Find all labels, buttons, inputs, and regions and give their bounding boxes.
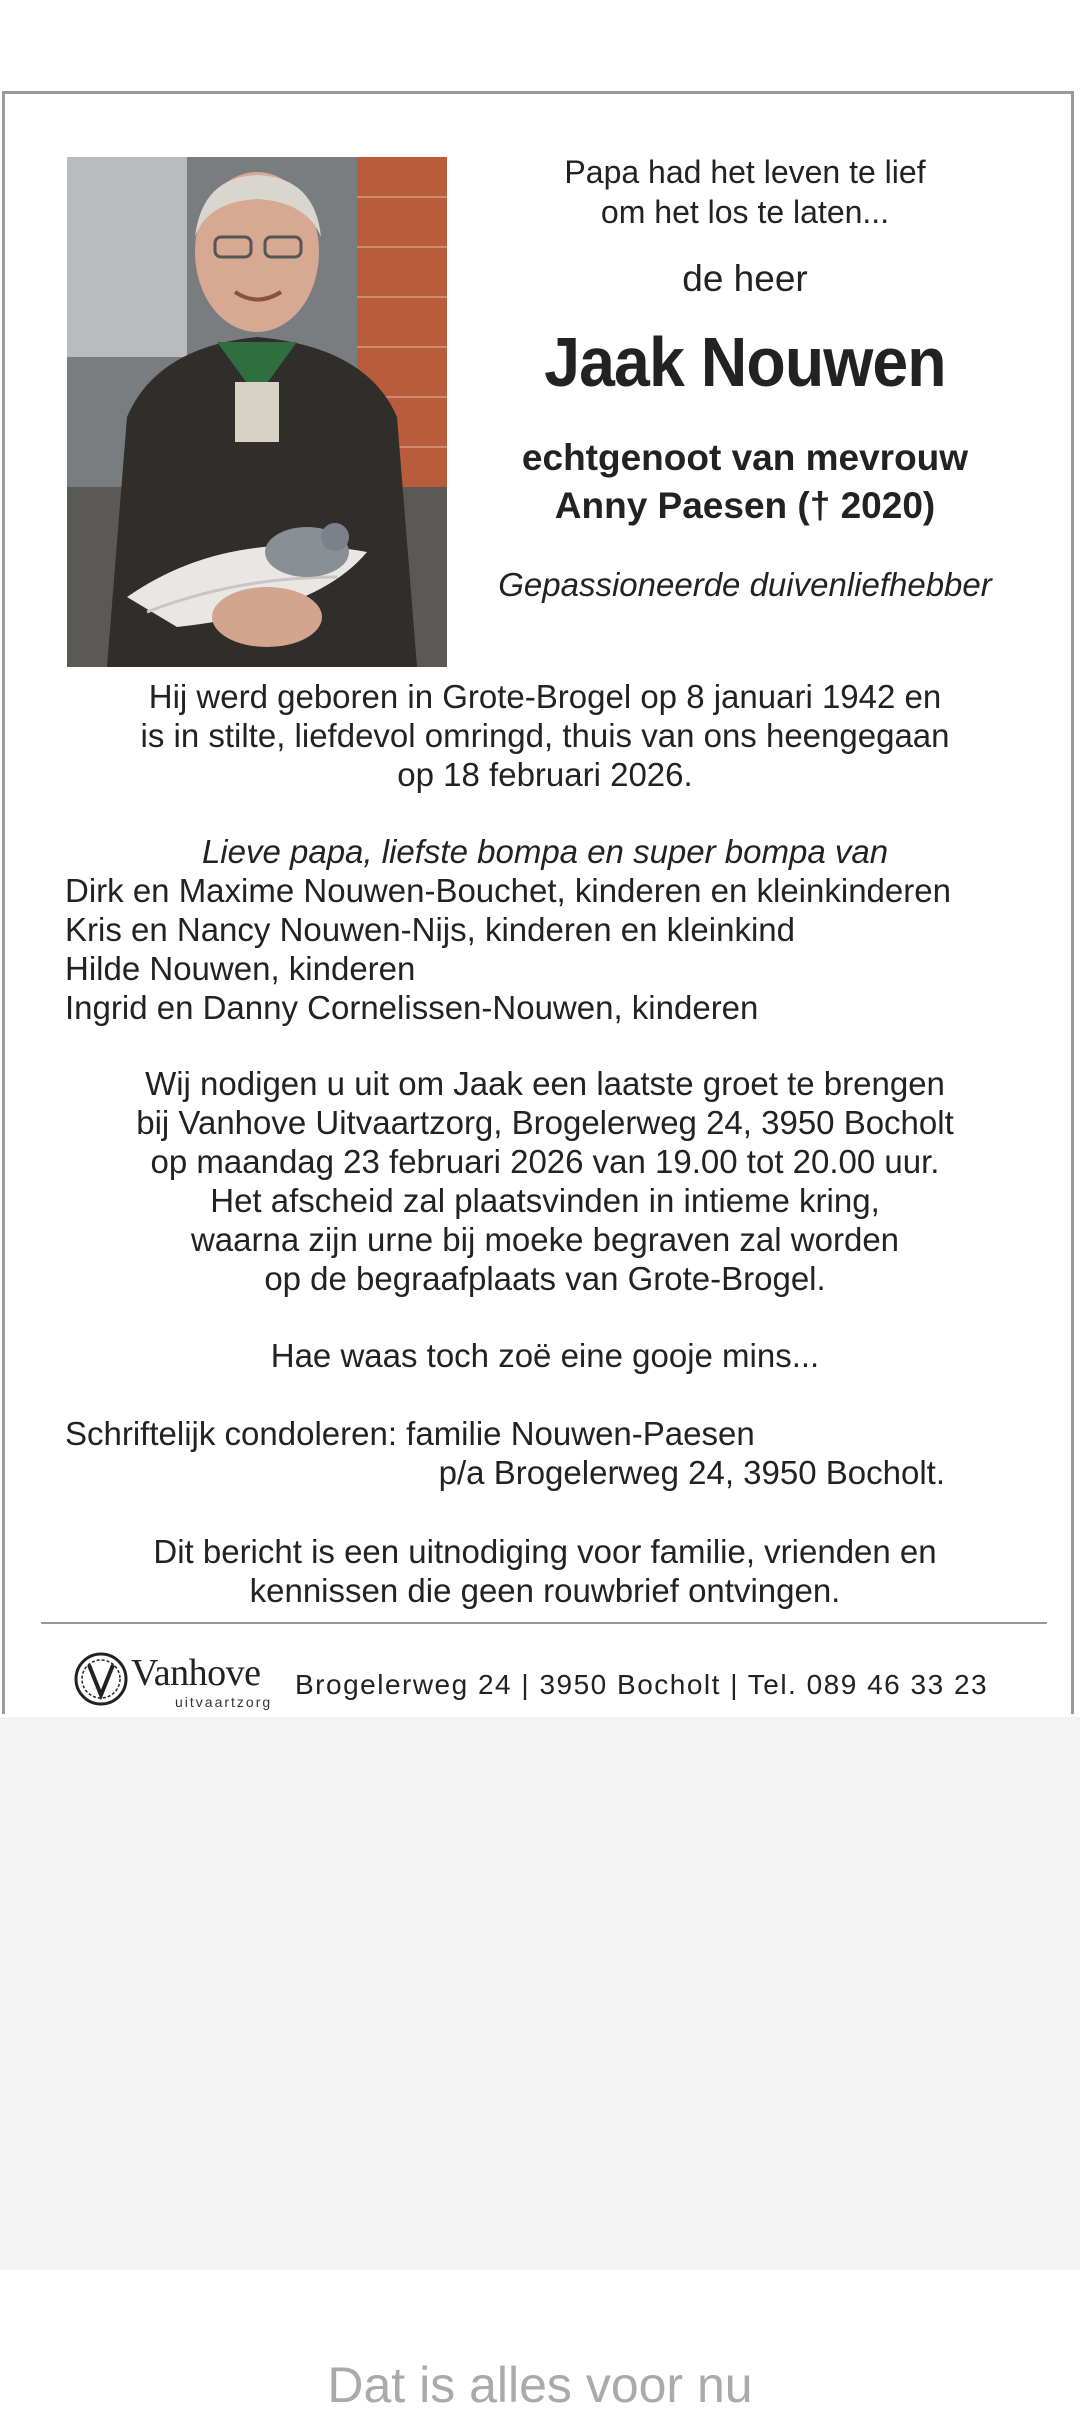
family-member: Kris en Nancy Nouwen-Nijs, kinderen en kleinkind — [65, 911, 796, 948]
header-block — [475, 152, 1015, 604]
condolence-block — [65, 1414, 1025, 1494]
empty-gray-area — [0, 1717, 1080, 2270]
invitation-paragraph — [65, 1064, 1025, 1298]
closing-line-1: Dit bericht is een uitnodiging voor familie, vrienden en — [153, 1533, 937, 1570]
portrait-photo — [67, 157, 447, 667]
birth-paragraph — [65, 677, 1025, 794]
family-intro: Lieve papa, liefste bompa en super bompa van — [201, 833, 889, 870]
hobby-text: Gepassioneerde duivenliefhebber — [498, 566, 992, 603]
vanhove-logo-icon — [73, 1651, 129, 1707]
deceased-name: Jaak Nouwen — [544, 323, 946, 401]
invite-line: waarna zijn urne bij moeke begraven zal worden — [190, 1221, 900, 1258]
honorific: de heer — [682, 258, 808, 299]
footer-divider — [41, 1622, 1047, 1624]
quote-line-1: Papa had het leven te lief — [564, 154, 926, 190]
birth-line-1: Hij werd geboren in Grote-Brogel op 8 januari 1942 en — [148, 678, 942, 715]
condolence-line-1: Schriftelijk condoleren: familie Nouwen-Paesen — [65, 1415, 755, 1452]
birth-line-3: op 18 februari 2026. — [397, 756, 693, 793]
family-member: Dirk en Maxime Nouwen-Bouchet, kinderen en kleinkinderen — [65, 872, 951, 909]
quote-line-2: om het los te laten... — [600, 194, 890, 230]
invite-line: bij Vanhove Uitvaartzorg, Brogelerweg 24, 3950 Bocholt — [136, 1104, 954, 1141]
condolence-line-2: p/a Brogelerweg 24, 3950 Bocholt. — [438, 1454, 945, 1491]
family-member: Ingrid en Danny Cornelissen-Nouwen, kinderen — [65, 989, 759, 1026]
funeral-home-contact: Brogelerweg 24 | 3950 Bocholt | Tel. 089 46 33 23 — [295, 1669, 989, 1700]
spouse-line-1: echtgenoot van mevrouw — [521, 437, 969, 478]
family-member: Hilde Nouwen, kinderen — [65, 950, 416, 987]
birth-line-2: is in stilte, liefdevol omringd, thuis van ons heengegaan — [140, 717, 950, 754]
spouse-line-2: Anny Paesen († 2020) — [554, 485, 936, 526]
invite-line: op de begraafplaats van Grote-Brogel. — [264, 1260, 826, 1297]
invite-line: Wij nodigen u uit om Jaak een laatste groet te brengen — [145, 1065, 945, 1102]
family-section — [65, 832, 1025, 1027]
dialect-quote: Hae waas toch zoë eine gooje mins... — [270, 1337, 820, 1374]
logo-subtitle: uitvaartzorg — [175, 1694, 273, 1710]
death-notice-card — [2, 91, 1074, 1714]
funeral-home-footer — [5, 1629, 1071, 1719]
closing-line-2: kennissen die geen rouwbrief ontvingen. — [249, 1572, 841, 1609]
invite-line: op maandag 23 februari 2026 van 19.00 tot 20.00 uur. — [150, 1143, 940, 1180]
closing-paragraph — [65, 1532, 1025, 1610]
invite-line: Het afscheid zal plaatsvinden in intieme kring, — [210, 1182, 880, 1219]
logo-name: Vanhove — [131, 1652, 261, 1694]
end-of-content-message: Dat is alles voor nu — [327, 2357, 753, 2413]
